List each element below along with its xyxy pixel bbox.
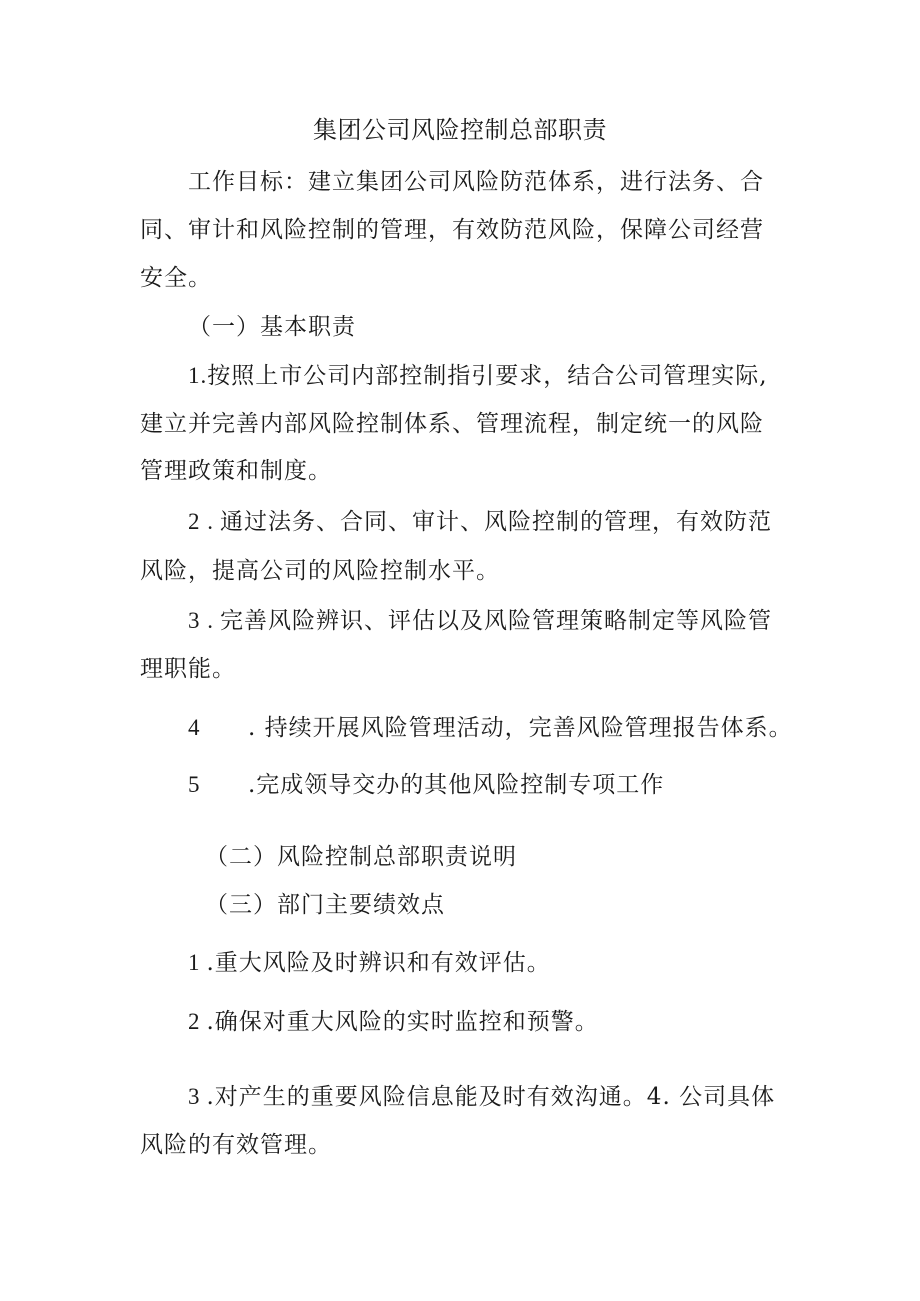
performance-item-1-text: .重大风险及时辨识和有效评估。 [206, 950, 551, 976]
duty-item-5 [188, 770, 664, 800]
duty-item-4-number: 4 [188, 715, 201, 740]
duty-item-3-line-1: 完善风险辨识、评估以及风险管理策略制定等风险管 [220, 608, 772, 634]
duty-item-1-line-3: 管理政策和制度。 [140, 458, 332, 484]
section-2-heading: （二）风险控制总部职责说明 [205, 844, 517, 870]
duty-item-3-line-2: 理职能。 [140, 656, 236, 682]
duty-item-5-text: .完成领导交办的其他风险控制专项工作 [248, 772, 665, 798]
duty-item-2-line-1: 通过法务、合同、审计、风险控制的管理，有效防范 [220, 509, 772, 535]
duty-item-4 [188, 713, 793, 743]
duty-item-1 [188, 361, 768, 391]
duty-item-3-number: 3 . [188, 608, 214, 633]
duty-item-3 [188, 606, 772, 636]
performance-item-2 [188, 1007, 599, 1037]
objective-line-3: 安全。 [140, 265, 212, 291]
duty-item-2-number: 2 . [188, 509, 214, 534]
performance-item-1 [188, 948, 551, 978]
duty-item-1-number: 1. [188, 363, 208, 388]
section-3-heading: （三）部门主要绩效点 [205, 892, 445, 918]
duty-item-2 [188, 507, 772, 537]
performance-item-2-number: 2 [188, 1009, 201, 1034]
performance-item-3 [188, 1082, 775, 1112]
performance-item-3-line-1: .对产生的重要风险信息能及时有效沟通。4. 公司具体 [206, 1084, 776, 1110]
objective-line-1: 工作目标：建立集团公司风险防范体系，进行法务、合 [188, 169, 764, 195]
duty-item-4-text: . 持续开展风险管理活动，完善风险管理报告体系。 [248, 715, 793, 741]
duty-item-1-line-1: 按照上市公司内部控制指引要求，结合公司管理实际, [207, 363, 768, 389]
section-1-heading: （一）基本职责 [188, 314, 356, 340]
performance-item-3-number: 3 [188, 1084, 201, 1109]
performance-item-3-line-2: 风险的有效管理。 [140, 1132, 332, 1158]
performance-item-2-text: .确保对重大风险的实时监控和预警。 [206, 1009, 599, 1035]
duty-item-1-line-2: 建立并完善内部风险控制体系、管理流程，制定统一的风险 [140, 411, 764, 437]
duty-item-5-number: 5 [188, 772, 201, 797]
duty-item-2-line-2: 风险，提高公司的风险控制水平。 [140, 558, 500, 584]
page-title: 集团公司风险控制总部职责 [313, 116, 607, 144]
performance-item-1-number: 1 [188, 950, 201, 975]
objective-line-2: 同、审计和风险控制的管理，有效防范风险，保障公司经营 [140, 217, 764, 243]
